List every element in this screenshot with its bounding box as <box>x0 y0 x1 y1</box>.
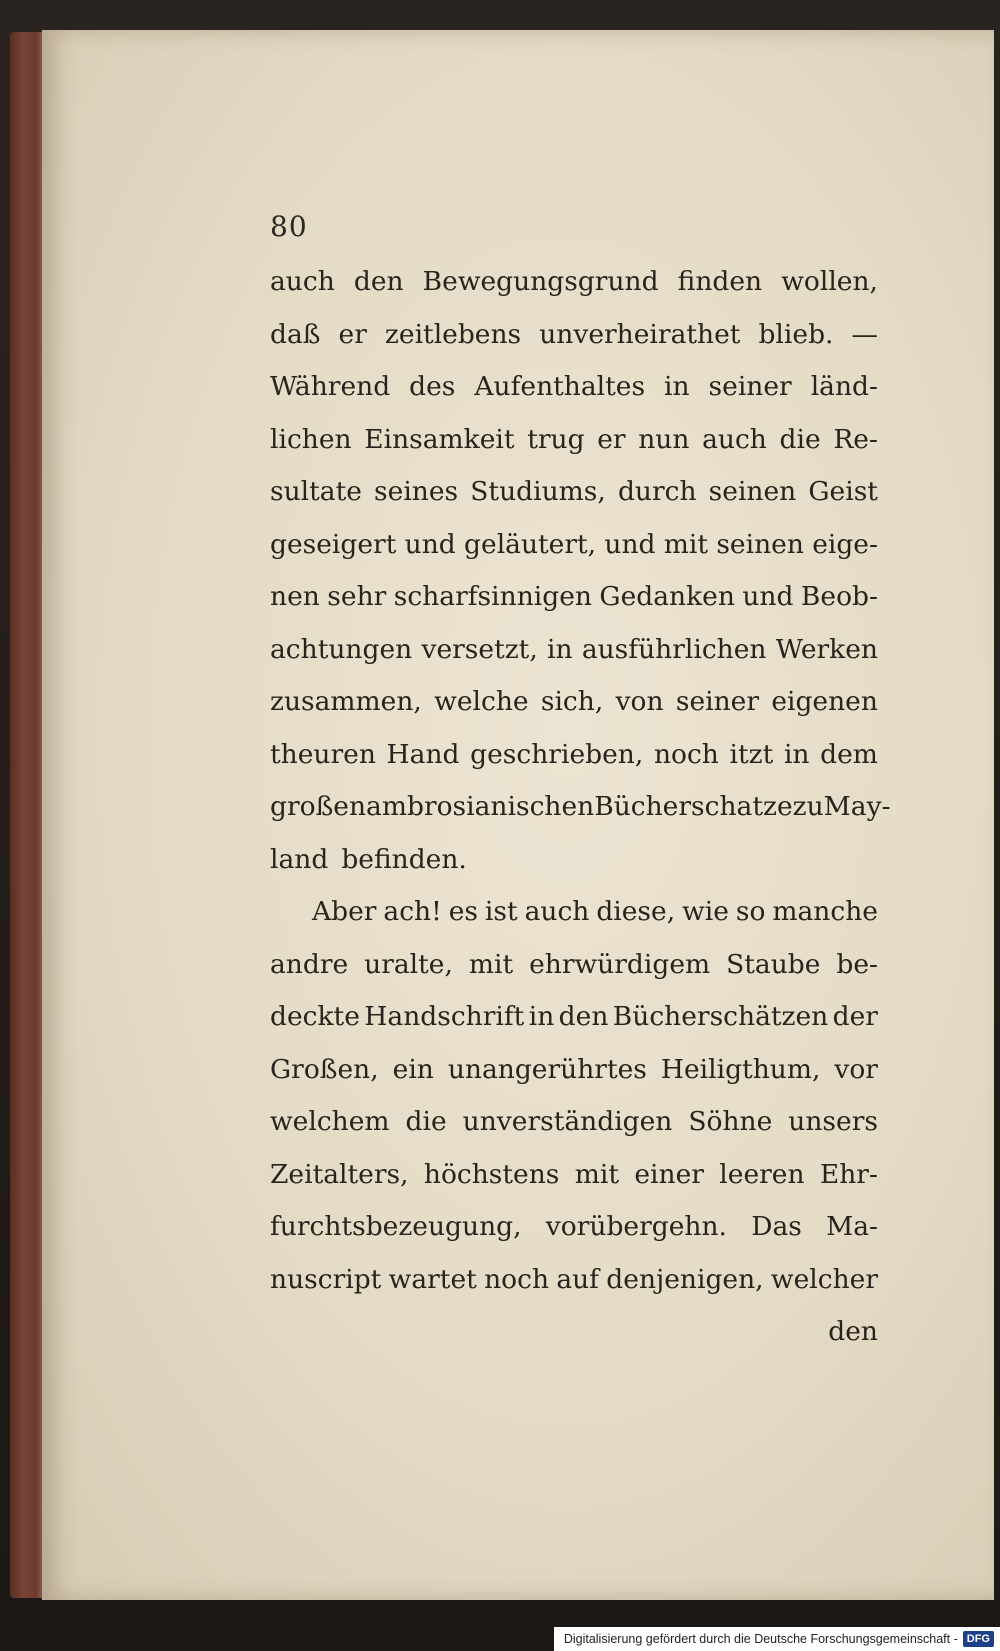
word: geseigert <box>270 528 397 560</box>
word: auch <box>270 266 335 297</box>
word: wartet <box>388 1263 477 1295</box>
word: ambrosianischen <box>366 791 595 822</box>
word: Aufenthaltes <box>474 371 646 402</box>
text-line <box>270 1149 878 1202</box>
word: andre <box>270 948 349 980</box>
word: noch <box>484 1263 550 1295</box>
text-line <box>270 361 878 414</box>
catchword-text: den <box>828 1316 878 1347</box>
word: in <box>528 1001 555 1032</box>
word: Bücherschatze <box>594 791 793 822</box>
word: auf <box>556 1263 599 1295</box>
text-line <box>270 886 878 939</box>
word: denjenigen, <box>606 1263 764 1295</box>
word: des <box>409 371 456 402</box>
word: und <box>604 528 656 560</box>
word: Zeitalters, <box>270 1158 409 1190</box>
word: vor <box>834 1053 878 1085</box>
text-line <box>270 466 878 519</box>
word: blieb. <box>758 318 834 350</box>
word: in <box>783 738 810 770</box>
word: den <box>353 266 404 297</box>
word: Bewegungsgrund <box>422 266 659 297</box>
word: welche <box>434 686 529 717</box>
word: und <box>742 581 794 612</box>
text-line <box>270 414 878 467</box>
word: be- <box>836 948 878 980</box>
word: Während <box>270 371 391 402</box>
word: seiner <box>708 371 792 402</box>
word: seinen <box>708 476 797 507</box>
text-line <box>270 1044 878 1097</box>
word: diese, <box>596 896 676 927</box>
text-line <box>270 309 878 362</box>
text-line <box>270 519 878 572</box>
text-line <box>270 939 878 992</box>
word: ausführlichen <box>581 633 767 665</box>
text-line <box>270 256 878 309</box>
word: auch <box>524 896 590 927</box>
text-line <box>270 729 878 782</box>
word: seinen <box>716 528 804 560</box>
word: und <box>404 528 456 560</box>
word: Werken <box>775 633 878 665</box>
word: höchstens <box>423 1158 560 1190</box>
word: scharfsinnigen <box>393 581 592 612</box>
word: sultate <box>270 476 362 507</box>
word: zu <box>792 791 824 822</box>
page-number: 80 <box>270 210 308 243</box>
word: Söhne <box>688 1106 773 1137</box>
word: zeitlebens <box>384 318 522 350</box>
word: unangerührtes <box>447 1053 647 1085</box>
word: von <box>615 686 664 717</box>
word: zusammen, <box>270 686 422 717</box>
word: den <box>558 1001 609 1032</box>
word: unverheirathet <box>539 318 741 350</box>
footer-text: Digitalisierung gefördert durch die Deutsche Forschungsgemeinschaft - <box>563 1632 958 1646</box>
word: durch <box>617 476 697 507</box>
word: theuren <box>270 738 376 770</box>
digitization-footer <box>554 1627 1000 1651</box>
word: deckte <box>270 1001 360 1032</box>
word: noch <box>653 738 719 770</box>
word: Gedanken <box>599 581 735 612</box>
word: Aber <box>312 896 377 927</box>
word: in <box>664 371 690 402</box>
word: lichen <box>270 423 352 455</box>
word: eige- <box>812 528 878 560</box>
word: daß <box>270 318 321 350</box>
word: versetzt, <box>421 633 538 665</box>
word: Einsamkeit <box>364 423 515 455</box>
word: befinden. <box>341 843 467 875</box>
word: eigenen <box>771 686 878 717</box>
word: wie <box>682 896 729 927</box>
page-body-text <box>270 256 891 1359</box>
word: einer <box>634 1158 704 1190</box>
catchword <box>270 1306 878 1359</box>
word: ein <box>392 1053 434 1085</box>
word: geläutert, <box>464 528 597 560</box>
word: geschrieben, <box>470 738 644 770</box>
word: Handschrift <box>364 1001 525 1032</box>
text-line <box>270 834 878 887</box>
word: unverständigen <box>462 1106 673 1137</box>
word: Studiums, <box>470 476 606 507</box>
word: so <box>735 896 766 927</box>
word: vorübergehn. <box>545 1211 727 1242</box>
word: May- <box>823 791 891 822</box>
word: Beob- <box>800 581 878 612</box>
text-line <box>270 676 878 729</box>
word: er <box>338 318 367 350</box>
word: nun <box>638 423 690 455</box>
word: furchtsbezeugung, <box>270 1211 522 1242</box>
text-line <box>270 571 878 624</box>
word: Das <box>751 1211 802 1242</box>
word: länd- <box>810 371 878 402</box>
word: welcher <box>770 1263 878 1295</box>
word: trug <box>527 423 585 455</box>
word: der <box>832 1001 878 1032</box>
word: Geist <box>808 476 878 507</box>
word: mit <box>468 948 514 980</box>
word: welchem <box>270 1106 390 1137</box>
word: Staube <box>726 948 821 980</box>
word: Ehr- <box>819 1158 878 1190</box>
word: mit <box>663 528 709 560</box>
word: nen <box>270 581 320 612</box>
word: achtungen <box>270 633 413 665</box>
word: ist <box>484 896 518 927</box>
word: es <box>448 896 478 927</box>
text-line <box>270 781 891 834</box>
word: — <box>851 318 878 350</box>
word: wollen, <box>781 266 878 297</box>
word: Ma- <box>826 1211 878 1242</box>
word: ach! <box>383 896 442 927</box>
word: die <box>779 423 821 455</box>
word: auch <box>702 423 767 455</box>
word: Heiligthum, <box>660 1053 821 1085</box>
word: uralte, <box>364 948 453 980</box>
word: finden <box>677 266 763 297</box>
word: Großen, <box>270 1053 379 1085</box>
word: sehr <box>327 581 387 612</box>
word: in <box>547 633 573 665</box>
text-line <box>270 991 878 1044</box>
word: mit <box>574 1158 620 1190</box>
word: itzt <box>729 738 774 770</box>
word: nuscript <box>270 1263 382 1295</box>
word: ehrwürdigem <box>529 948 711 980</box>
word: Re- <box>833 423 878 455</box>
text-line <box>270 1254 878 1307</box>
word: großen <box>270 791 367 822</box>
word: Bücherschätzen <box>612 1001 829 1032</box>
word: unsers <box>788 1106 878 1137</box>
word: seines <box>374 476 459 507</box>
dfg-logo: DFG <box>963 1631 994 1647</box>
word: sich, <box>540 686 604 717</box>
word: dem <box>820 738 878 770</box>
word: leeren <box>719 1158 805 1190</box>
text-line <box>270 624 878 677</box>
word: Hand <box>386 738 460 770</box>
word: land <box>270 843 329 875</box>
text-line <box>270 1201 878 1254</box>
word: er <box>597 423 626 455</box>
word: manche <box>772 896 878 927</box>
word: seiner <box>675 686 760 717</box>
text-line <box>270 1096 878 1149</box>
word: die <box>405 1106 447 1137</box>
